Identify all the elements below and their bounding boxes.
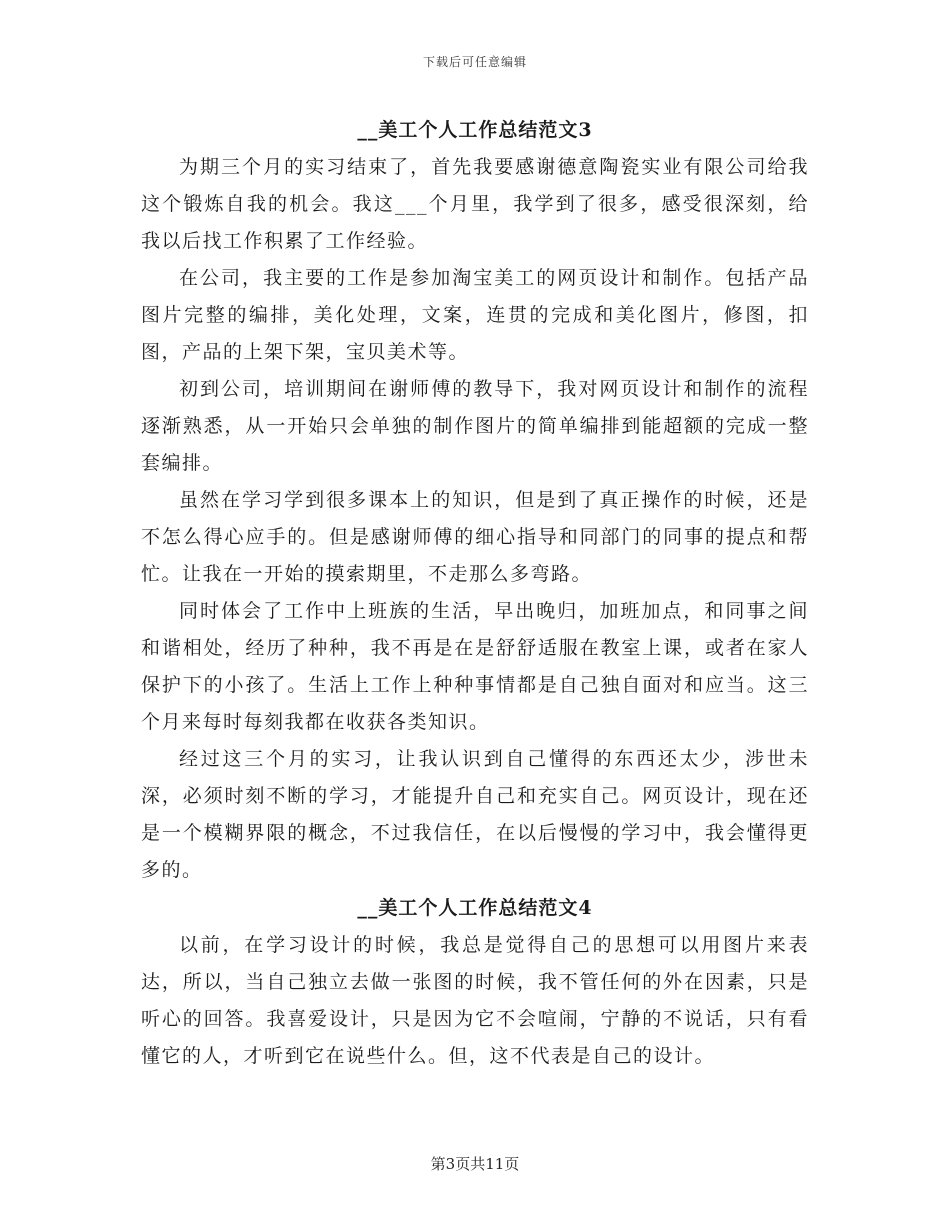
section-heading: __美工个人工作总结范文3 (357, 119, 593, 141)
page-header: 下载后可任意编辑 (422, 55, 527, 69)
section-4 (141, 889, 809, 1075)
paragraph: 同时体会了工作中上班族的生活，早出晚归，加班加点，和同事之间和谐相处，经历了种种，我不再是在是舒舒适服在教室上课，或者在家人保护下的小孩了。生活上工作上种种事情都是自己独自面对和应当。这三个月来每时每刻我都在收获各类知识。 (141, 600, 809, 733)
paragraph: 初到公司，培训期间在谢师傅的教导下，我对网页设计和制作的流程逐渐熟悉，从一开始只会单独的制作图片的简单编排到能超额的完成一整套编排。 (141, 378, 809, 474)
paragraph: 为期三个月的实习结束了，首先我要感谢德意陶瓷实业有限公司给我这个锻炼自我的机会。我这___个月里，我学到了很多，感受很深刻，给我以后找工作积累了工作经验。 (141, 156, 809, 252)
paragraph: 虽然在学习学到很多课本上的知识，但是到了真正操作的时候，还是不怎么得心应手的。但是感谢师傅的细心指导和同部门的同事的提点和帮忙。让我在一开始的摸索期里，不走那么多弯路。 (141, 489, 809, 585)
paragraph: 在公司，我主要的工作是参加淘宝美工的网页设计和制作。包括产品图片完整的编排，美化处理，文案，连贯的完成和美化图片，修图，扣图，产品的上架下架，宝贝美术等。 (141, 267, 809, 363)
paragraph: 经过这三个月的实习，让我认识到自己懂得的东西还太少，涉世未深，必须时刻不断的学习，才能提升自己和充实自己。网页设计，现在还是一个模糊界限的概念，不过我信任，在以后慢慢的学习中，我会懂得更多的。 (141, 748, 809, 881)
section-3 (141, 111, 809, 889)
paragraph: 以前，在学习设计的时候，我总是觉得自己的思想可以用图片来表达，所以，当自己独立去做一张图的时候，我不管任何的外在因素，只是听心的回答。我喜爱设计，只是因为它不会喧闹，宁静的不说话，只有看懂它的人，才听到它在说些什么。但，这不代表是自己的设计。 (141, 934, 809, 1067)
page-number-footer: 第3页共11页 (430, 1155, 520, 1173)
document-body (141, 111, 809, 1075)
section-heading: __美工个人工作总结范文4 (357, 897, 593, 919)
